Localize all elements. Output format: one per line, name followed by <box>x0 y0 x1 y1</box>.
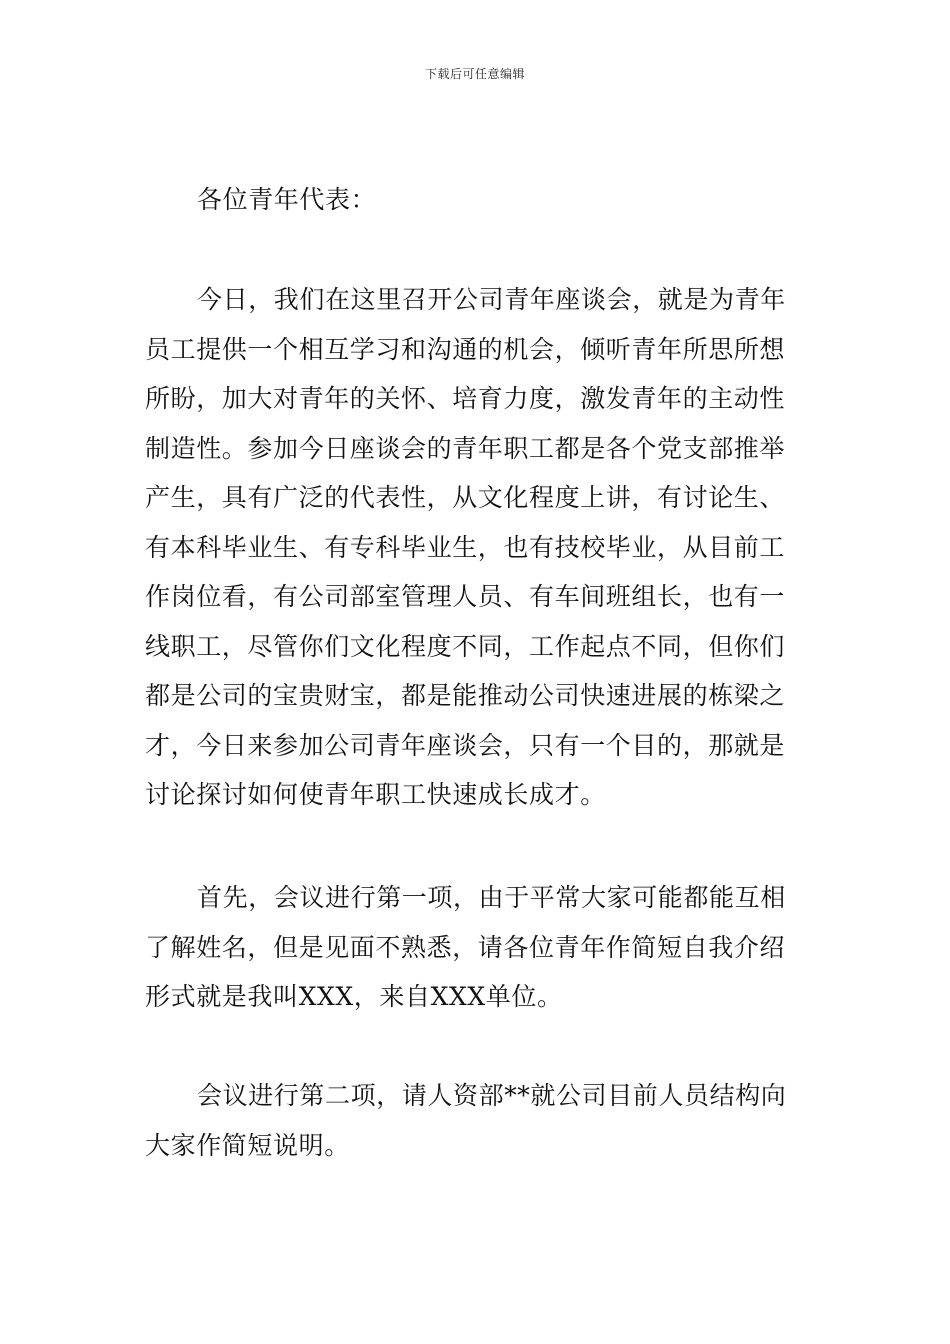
paragraph-line: 都是公司的宝贵财宝，都是能推动公司快速进展的栋梁之 <box>145 681 786 710</box>
paragraph-line: 形式就是我叫XXX，来自XXX单位。 <box>145 982 563 1011</box>
paragraph-line: 了解姓名，但是见面不熟悉，请各位青年作简短自我介绍 <box>145 932 786 962</box>
paragraph-line: 讨论探讨如何使青年职工快速成长成才。 <box>145 780 606 809</box>
page-header-note: 下载后可任意编辑 <box>424 67 525 81</box>
paragraph-line: 产生，具有广泛的代表性，从文化程度上讲，有讨论生、 <box>145 483 786 512</box>
paragraph-line: 首先，会议进行第一项，由于平常大家可能都能互相 <box>197 883 786 912</box>
paragraph-line: 所盼，加大对青年的关怀、培育力度，激发青年的主动性 <box>145 384 786 413</box>
salutation: 各位青年代表： <box>197 185 377 214</box>
paragraph-line: 今日，我们在这里召开公司青年座谈会，就是为青年 <box>197 285 786 314</box>
paragraph-line: 员工提供一个相互学习和沟通的机会，倾听青年所思所想 <box>145 334 786 364</box>
paragraph-2 <box>145 873 807 1022</box>
paragraph-line: 制造性。参加今日座谈会的青年职工都是各个党支部推举 <box>145 433 786 463</box>
paragraph-line: 才，今日来参加公司青年座谈会，只有一个目的，那就是 <box>145 730 786 760</box>
paragraph-line: 大家作简短说明。 <box>145 1130 350 1160</box>
paragraph-line: 线职工，尽管你们文化程度不同，工作起点不同，但你们 <box>145 631 786 661</box>
paragraph-3 <box>145 1071 807 1170</box>
paragraph-line: 作岗位看，有公司部室管理人员、有车间班组长，也有一 <box>145 582 786 611</box>
paragraph-line: 有本科毕业生、有专科毕业生，也有技校毕业，从目前工 <box>145 532 786 562</box>
paragraph-1 <box>145 275 807 820</box>
paragraph-line: 会议进行第二项，请人资部**就公司目前人员结构向 <box>197 1081 787 1110</box>
